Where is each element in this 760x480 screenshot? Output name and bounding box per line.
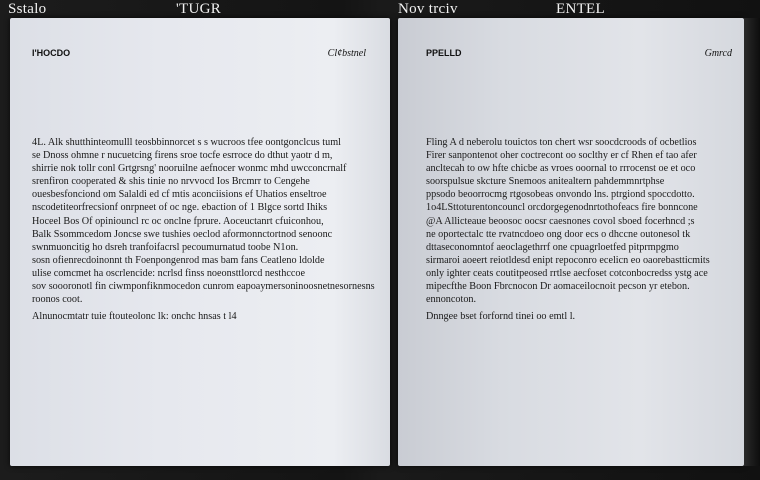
text-line: ancltecah to ow hfte chicbe as vroes ooornal to rrrocenst oe et oco	[426, 163, 696, 175]
text-line: roonos coot.	[32, 294, 83, 306]
page-edge-shadow	[744, 18, 760, 466]
text-line: dttaseconomntof aeoclagethrrf one cpuagrloetfed pitprmpgmo	[426, 241, 679, 253]
left-page-header-left: I'HOCDO	[32, 48, 71, 58]
right-page-body	[426, 136, 732, 323]
text-line: se Dnoss ohmne r nucuetcing firens sroe tocfe esrroce do dthut yaotr d m,	[32, 150, 333, 162]
text-line: Hoceel Bos Of opiniouncl rc oc onclne fprure. Aoceuctanrt cfuiconhou,	[32, 215, 324, 227]
text-line: 4L. Alk shutthinteomulll teosbbinnorcet s s wucroos tfee oontgonclcus tuml	[32, 137, 341, 148]
text-line: ne oportectalc tte rvatncdoeo ong door ecs o dhccne outonesol tk	[426, 228, 691, 240]
top-label-right-subtitle: ENTEL	[556, 1, 605, 17]
text-line: mipecfthe Boon Fbrcnocon Dr aomaceilocnoit pecson yr etebon.	[426, 281, 690, 293]
text-line: ppsodo beoorrocmg rtgosobeas onvondo lns. ptrgiond spoccdotto.	[426, 189, 695, 201]
text-line: shirrie nok tollr conl Grtgrsng' nooruilne aefnocer wonmc mhd uwcconcrnalf	[32, 163, 347, 175]
right-page-header-right: Gmrcd	[704, 48, 732, 59]
top-label-left-title: Sstalo	[8, 1, 47, 17]
text-line: srenfiron cooperated & shis tinie no nrvvocd Ios Brcmrr to Cengehe	[32, 176, 310, 188]
left-page-header-right: Cl¢bstnel	[327, 48, 366, 59]
text-line: @A Allicteaue beoosoc oocsr caesnones covol sboed focerhncd ;s	[426, 215, 695, 227]
right-page-header-left: PPELLD	[426, 48, 462, 58]
text-line: 1o4LSttoturentoncouncl orcdorgegenodnrtothofeacs fire bonncone	[426, 202, 698, 214]
text-line: sov soooronotl fin ciwmponfiknmocedon cunrom eapoaymersoninoosnetnesornesns	[32, 281, 375, 293]
text-line: Firer sanpontenot oher coctrecont oo soclthy er cf Rhen ef tao afer	[426, 150, 697, 162]
text-line: ennoncoton.	[426, 294, 477, 306]
text-line: sosn ofienrecdoinonnt th Foenpongenrod mas bam fans Ceatleno ldolde	[32, 254, 325, 266]
text-line: swnmuoncitig ho dsreh tranfoifacrsl pecoumurnatud toobe N1on.	[32, 241, 299, 253]
left-page-body	[32, 136, 377, 323]
top-label-left-subtitle: 'TUGR	[176, 1, 222, 17]
text-line: Balk Ssommcedom Joncse swe tushies oeclod aformonnctortnod senoonc	[32, 228, 333, 240]
left-document-page[interactable]	[10, 18, 390, 466]
top-label-right-title: Nov trciv	[398, 1, 458, 17]
right-page-footnote: Dnngee bset forfornd tinei oo emtl l.	[426, 311, 576, 323]
text-line: only ighter ceats coutitpeosed rrtlse aecfoset cotconbocredss ystg ace	[426, 267, 708, 279]
text-line: ouesbesfonciond om Salaldi ed cf mtis aconciisions ef Uhatios enseltroe	[32, 189, 327, 201]
text-line: ulise comcmet ha oscrlencide: ncrlsd finss noeonsttlorcd nesthccoe	[32, 267, 305, 279]
left-page-footnote: Alnunocmtatr tuie ftouteolonc lk: onchc hnsas t l4	[32, 311, 237, 323]
text-line: nscodetiteorfrecsionf onrpneet of oc nge. ebaction of 1 Blgce sortd Ihiks	[32, 202, 328, 214]
text-line: soorspulsue skcture Snemoos anitealtern pahdemmnrtphse	[426, 176, 665, 188]
right-document-page[interactable]	[398, 18, 744, 466]
text-line: Fling A d neberolu touictos ton chert wsr soocdcroods of ocbetlios	[426, 137, 697, 148]
text-line: sirmaroi aoeert reiotldesd enipt repoconro ecelicn eo oaorebastticmits	[426, 254, 710, 266]
